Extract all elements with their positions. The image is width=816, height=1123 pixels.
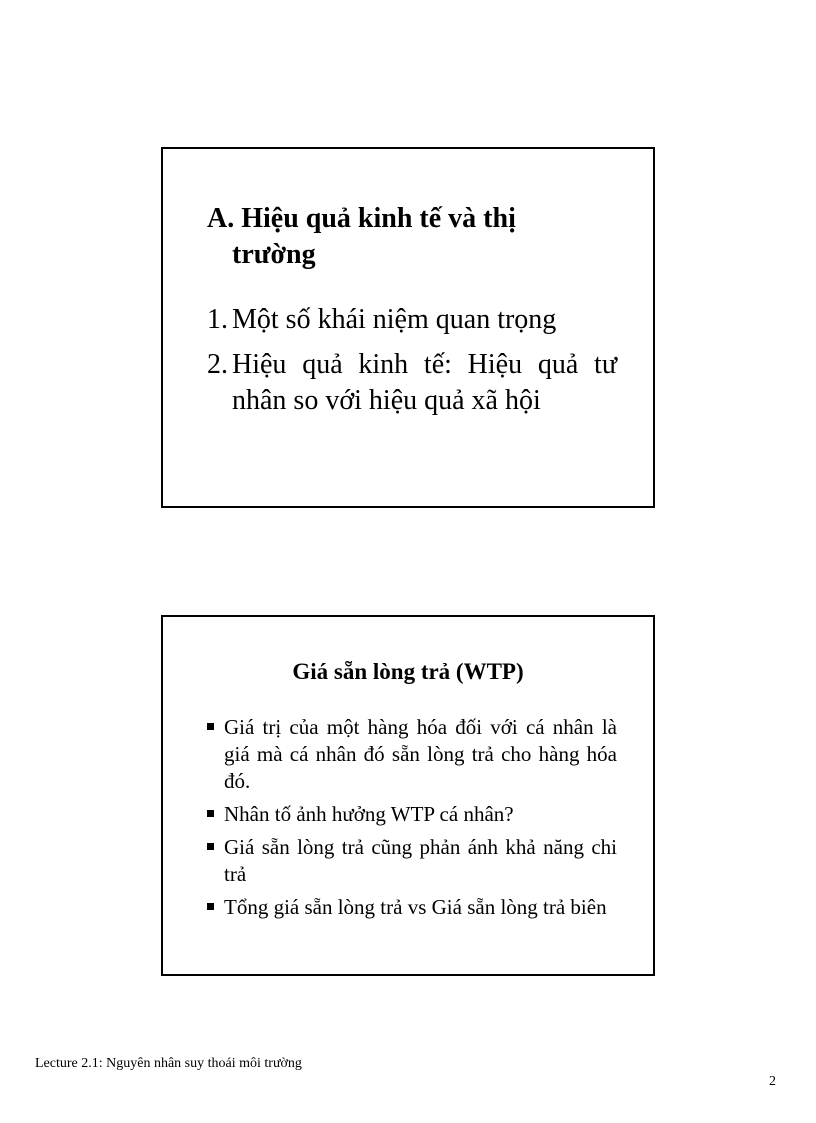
slide-1-title-line-1: A. Hiệu quả kinh tế và thị [207,203,516,234]
bullet-item-text: Nhân tố ảnh hưởng WTP cá nhân? [224,802,514,826]
slide-1 [161,147,655,508]
bullet-item-text: Giá sẵn lòng trả cũng phản ánh khả năng chi trả [224,835,617,886]
footer-lecture-title: Lecture 2.1: Nguyên nhân suy thoái môi trường [35,1056,302,1071]
square-bullet-icon [207,843,214,850]
list-item-text: Hiệu quả kinh tế: Hiệu quả tư nhân so với hiệu quả xã hội [232,349,617,416]
bullet-item-text: Giá trị của một hàng hóa đối với cá nhân là giá mà cá nhân đó sẵn lòng trả cho hàng hóa đó. [224,715,617,793]
slide-2 [161,615,655,976]
slide-2-bullet-list [207,714,617,927]
list-item [207,302,617,338]
bullet-item-text: Tổng giá sẵn lòng trả vs Giá sẵn lòng trả biên [224,895,607,919]
bullet-item [207,714,617,795]
page-number: 2 [769,1074,776,1089]
square-bullet-icon [207,810,214,817]
slide-1-title-line-2: trường [232,239,316,270]
square-bullet-icon [207,903,214,910]
list-item [207,347,617,419]
slide-1-numbered-list [207,302,617,428]
bullet-item [207,801,617,828]
square-bullet-icon [207,723,214,730]
list-item-text: Một số khái niệm quan trọng [232,304,557,335]
slide-2-title: Giá sẵn lòng trả (WTP) [292,659,524,684]
list-item-number: 2. [207,349,228,380]
slide-1-title [207,201,617,273]
list-item-number: 1. [207,304,228,335]
bullet-item [207,834,617,888]
bullet-item [207,894,617,921]
